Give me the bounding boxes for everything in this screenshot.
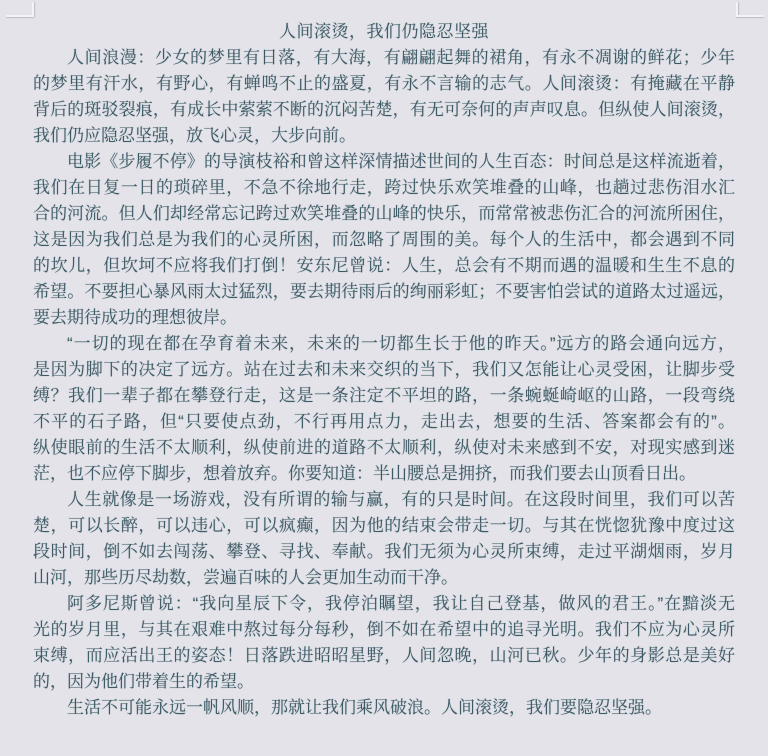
text-line: 合的河流。但人们却经常忘记跨过欢笑堆叠的山峰的快乐，而常常被悲伤汇合的河流所困住， bbox=[33, 204, 735, 223]
text-line: 是因为脚下的决定了远方。站在过去和未来交织的当下，我们又怎能让心灵受困，让脚步受 bbox=[33, 360, 735, 379]
text-line: “一切的现在都在孕育着未来，未来的一切都生长于他的昨天。”远方的路会通向远方， bbox=[67, 334, 735, 353]
document-body bbox=[33, 45, 735, 721]
paragraph bbox=[33, 149, 735, 331]
text-line: 楚，可以长醉，可以违心，可以疯癫，因为他的结束会带走一切。与其在恍惚犹豫中度过这 bbox=[33, 516, 735, 535]
paragraph bbox=[33, 695, 735, 721]
text-line: 纵使眼前的生活不太顺利，纵使前进的道路不太顺利，纵使对未来感到不安，对现实感到迷 bbox=[33, 438, 735, 457]
margin-mark-horizontal-line bbox=[6, 15, 34, 17]
text-line: 的坎儿，但坎坷不应将我们打倒！安东尼曾说：人生，总会有不期而遇的温暖和生生不息的 bbox=[33, 256, 735, 275]
paragraph bbox=[33, 45, 735, 149]
text-line: 电影《步履不停》的导演枝裕和曾这样深情描述世间的人生百态：时间总是这样流逝着， bbox=[67, 152, 735, 171]
text-line: 人生就像是一场游戏，没有所谓的输与赢，有的只是时间。在这段时间里，我们可以苦 bbox=[67, 490, 735, 509]
text-line: 茫，也不应停下脚步，想着放弃。你要知道：半山腰总是拥挤，而我们要去山顶看日出。 bbox=[33, 464, 696, 483]
text-line: 缚？我们一辈子都在攀登行走，这是一条注定不平坦的路，一条蜿蜒崎岖的山路，一段弯绕 bbox=[33, 386, 735, 405]
text-line: 束缚，而应活出王的姿态！日落跌进昭昭星野，人间忽晚，山河已秋。少年的身影总是美好 bbox=[33, 646, 735, 665]
paragraph bbox=[33, 591, 735, 695]
document-title: 人间滚烫，我们仍隐忍坚强 bbox=[279, 22, 489, 41]
text-line: 人间浪漫：少女的梦里有日落，有大海，有翩翩起舞的裙角，有永不凋谢的鲜花；少年 bbox=[67, 48, 735, 67]
text-line: 的梦里有汗水，有野心，有蝉鸣不止的盛夏，有永不言输的志气。人间滚烫：有掩藏在平静 bbox=[33, 74, 735, 93]
text-line: 要去期待成功的理想彼岸。 bbox=[33, 308, 237, 327]
text-line: 不平的石子路，但“只要使点劲，不行再用点力，走出去，想要的生活、答案都会有的”。 bbox=[33, 412, 735, 431]
text-line: 这是因为我们总是为我们的心灵所困，而忽略了周围的美。每个人的生活中，都会遇到不同 bbox=[33, 230, 735, 249]
document-content bbox=[33, 19, 735, 721]
text-line: 希望。不要担心暴风雨太过猛烈，要去期待雨后的绚丽彩虹；不要害怕尝试的道路太过遥远， bbox=[33, 282, 735, 301]
margin-mark-horizontal-line bbox=[736, 15, 764, 17]
text-line: 阿多尼斯曾说：“我向星辰下令，我停泊瞩望，我让自己登基，做风的君王。”在黯淡无 bbox=[67, 594, 735, 613]
text-line: 段时间，倒不如去闯荡、攀登、寻找、奉献。我们无须为心灵所束缚，走过平湖烟雨，岁月 bbox=[33, 542, 735, 561]
text-line: 光的岁月里，与其在艰难中熬过每分每秒，倒不如在希望中的追寻光明。我们不应为心灵所 bbox=[33, 620, 735, 639]
text-line: 的，因为他们带着生的希望。 bbox=[33, 672, 254, 691]
text-line: 山河，那些历尽劫数，尝遍百味的人会更加生动而干净。 bbox=[33, 568, 458, 587]
paragraph bbox=[33, 487, 735, 591]
text-line: 我们仍应隐忍坚强，放飞心灵，大步向前。 bbox=[33, 126, 356, 145]
text-line: 背后的斑驳裂痕，有成长中萦萦不断的沉闷苦楚，有无可奈何的声声叹息。但纵使人间滚烫， bbox=[33, 100, 735, 119]
paragraph bbox=[33, 331, 735, 487]
text-line: 我们在日复一日的琐碎里，不急不徐地行走，跨过快乐欢笑堆叠的山峰，也趟过悲伤泪水汇 bbox=[33, 178, 735, 197]
text-line: 生活不可能永远一帆风顺，那就让我们乘风破浪。人间滚烫，我们要隐忍坚强。 bbox=[67, 698, 662, 717]
